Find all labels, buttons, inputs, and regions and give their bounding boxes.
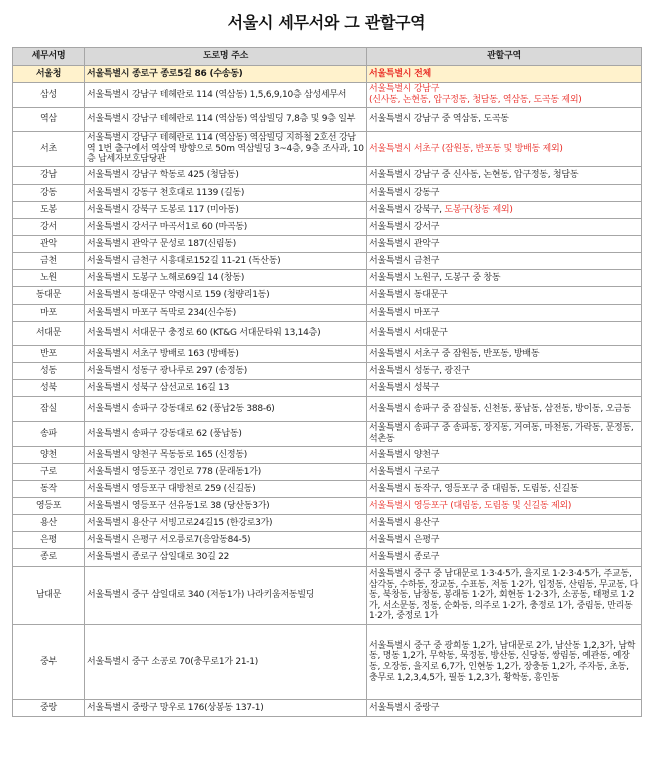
jurisdiction-text: 서울특별시 노원구, 도봉구 중 창동 [369, 272, 501, 283]
table-row [13, 380, 642, 397]
jurisdiction-text: 서울특별시 서초구 중 잠원동, 반포동, 방배동 [369, 348, 540, 359]
office-name-cell: 동작 [13, 481, 85, 498]
table-row [13, 346, 642, 363]
office-name-cell: 강동 [13, 185, 85, 202]
table-row [13, 83, 642, 108]
jurisdiction-text: 서울특별시 서초구 (잠원동, 반포동 및 방배동 제외) [369, 143, 563, 154]
table-row [13, 363, 642, 380]
jurisdiction-text: 서울특별시 서대문구 [369, 328, 448, 339]
jurisdiction-cell [367, 363, 642, 380]
address-cell: 서울특별시 서대문구 충정로 60 (KT&G 서대문타워 13,14층) [85, 322, 367, 346]
jurisdiction-cell [367, 532, 642, 549]
table-row [13, 498, 642, 515]
jurisdiction-cell [367, 236, 642, 253]
table-row [13, 464, 642, 481]
table-row [13, 447, 642, 464]
office-name-cell: 용산 [13, 515, 85, 532]
jurisdiction-text: 서울특별시 강동구 [369, 187, 440, 198]
table-row [13, 287, 642, 305]
address-cell: 서울특별시 서초구 방배로 163 (방배동) [85, 346, 367, 363]
address-cell: 서울특별시 송파구 강동대로 62 (풍납동) [85, 422, 367, 447]
office-name-cell: 서울청 [13, 66, 85, 83]
jurisdiction-cell [367, 700, 642, 717]
jurisdiction-text: 서울특별시 전체 [369, 68, 431, 79]
jurisdiction-text: 서울특별시 강서구 [369, 221, 440, 232]
jurisdiction-text: 서울특별시 중랑구 [369, 702, 440, 713]
jurisdiction-cell [367, 447, 642, 464]
table-row [13, 481, 642, 498]
jurisdiction-cell [367, 549, 642, 567]
jurisdiction-cell [367, 167, 642, 185]
header-jurisdiction: 관할구역 [367, 48, 642, 66]
office-name-cell: 성북 [13, 380, 85, 397]
address-cell: 서울특별시 용산구 서빙고로24길15 (한강로3가) [85, 515, 367, 532]
office-name-cell: 삼성 [13, 83, 85, 108]
jurisdiction-cell [367, 83, 642, 108]
jurisdiction-cell [367, 464, 642, 481]
jurisdiction-text: 서울특별시 송파구 중 잠실동, 신천동, 풍납동, 삼전동, 방이동, 오금동 [369, 403, 631, 414]
jurisdiction-text: 서울특별시 강남구 중 신사동, 논현동, 압구정동, 청담동 [369, 170, 579, 181]
address-cell: 서울특별시 강남구 테헤란로 114 (역삼동) 역삼빌딩 지하철 2호선 강남역 1번 출구에서 역삼역 방향으로 50m 역삼빌딩 3~4층, 9층 조사과, 10층 납세자보호담당관 [85, 132, 367, 167]
address-cell: 서울특별시 강북구 도봉로 117 (미아동) [85, 202, 367, 219]
jurisdiction-exclusion-text: 도봉구(창동 제외) [444, 204, 513, 215]
table-body [13, 66, 642, 717]
address-cell: 서울특별시 종로구 종로5길 86 (수송동) [85, 66, 367, 83]
jurisdiction-cell [367, 305, 642, 322]
address-cell: 서울특별시 강동구 천호대로 1139 (길동) [85, 185, 367, 202]
jurisdiction-text: 서울특별시 성북구 [369, 382, 440, 393]
jurisdiction-text: 서울특별시 동작구, 영등포구 중 대림동, 도림동, 신길동 [369, 483, 579, 494]
table-row [13, 625, 642, 700]
office-name-cell: 양천 [13, 447, 85, 464]
office-name-cell: 마포 [13, 305, 85, 322]
table-row [13, 132, 642, 167]
jurisdiction-exclusion-text: (신사동, 논현동, 압구정동, 청담동, 역삼동, 도곡동 제외) [369, 95, 582, 105]
jurisdiction-cell [367, 567, 642, 625]
jurisdiction-cell [367, 270, 642, 287]
office-name-cell: 도봉 [13, 202, 85, 219]
office-name-cell: 동대문 [13, 287, 85, 305]
jurisdiction-cell [367, 515, 642, 532]
jurisdiction-cell [367, 422, 642, 447]
jurisdiction-cell [367, 287, 642, 305]
address-cell: 서울특별시 성동구 광나루로 297 (송정동) [85, 363, 367, 380]
jurisdiction-text: 서울특별시 은평구 [369, 534, 440, 545]
office-name-cell: 역삼 [13, 108, 85, 132]
table-row [13, 253, 642, 270]
office-name-cell: 남대문 [13, 567, 85, 625]
jurisdiction-text: 서울특별시 구로구 [369, 466, 440, 477]
jurisdiction-cell [367, 498, 642, 515]
header-address: 도로명 주소 [85, 48, 367, 66]
address-cell: 서울특별시 중랑구 망우로 176(상봉동 137-1) [85, 700, 367, 717]
jurisdiction-cell [367, 202, 642, 219]
table-row [13, 549, 642, 567]
table-row [13, 700, 642, 717]
office-name-cell: 노원 [13, 270, 85, 287]
jurisdiction-text: 서울특별시 관악구 [369, 238, 440, 249]
office-name-cell: 은평 [13, 532, 85, 549]
address-cell: 서울특별시 영등포구 선유동1로 38 (당산동3가) [85, 498, 367, 515]
table-row [13, 167, 642, 185]
office-name-cell: 송파 [13, 422, 85, 447]
address-cell: 서울특별시 중구 삼일대로 340 (저동1가) 나라키움저동빌딩 [85, 567, 367, 625]
jurisdiction-text: 서울특별시 영등포구 (대림동, 도림동 및 신길동 제외) [369, 500, 572, 511]
table-row [13, 185, 642, 202]
office-name-cell: 잠실 [13, 397, 85, 422]
jurisdiction-text: 서울특별시 금천구 [369, 255, 440, 266]
jurisdiction-text: 서울특별시 강남구 [369, 84, 440, 95]
address-cell: 서울특별시 금천구 시흥대로152길 11-21 (독산동) [85, 253, 367, 270]
jurisdiction-text: 서울특별시 중구 중 광희동 1,2가, 남대문로 2가, 남산동 1,2,3가, 남학동, 명동 1,2가, 무학동, 묵정동, 방산동, 신당동, 쌍림동, 예관동, 예장동, 오장동, 을지로 6,7가, 인현동 1,2가, 장충동 1,2가, 주자동, 초동, 충무로 1,2,3,4,5가, 필동 1,2,3가, 황학동, 흥인동 [369, 640, 636, 683]
office-name-cell: 구로 [13, 464, 85, 481]
address-cell: 서울특별시 강남구 테헤란로 114 (역삼동) 1,5,6,9,10층 삼성세무서 [85, 83, 367, 108]
address-cell: 서울특별시 중구 소공로 70(충무로1가 21-1) [85, 625, 367, 700]
jurisdiction-text: 서울특별시 송파구 중 송파동, 장지동, 거여동, 마천동, 가락동, 문정동, 석촌동 [369, 423, 634, 444]
table-row [13, 532, 642, 549]
table-row [13, 236, 642, 253]
jurisdiction-cell [367, 625, 642, 700]
table-row [13, 66, 642, 83]
header-office-name: 세무서명 [13, 48, 85, 66]
jurisdiction-text: 서울특별시 종로구 [369, 552, 440, 563]
office-name-cell: 관악 [13, 236, 85, 253]
address-cell: 서울특별시 종로구 삼일대로 30길 22 [85, 549, 367, 567]
table-row [13, 422, 642, 447]
table-row [13, 515, 642, 532]
jurisdiction-text: 서울특별시 강북구, [369, 204, 445, 215]
address-cell: 서울특별시 영등포구 대방천로 259 (신길동) [85, 481, 367, 498]
office-name-cell: 금천 [13, 253, 85, 270]
jurisdiction-cell [367, 481, 642, 498]
address-cell: 서울특별시 은평구 서오릉로7(응암동84-5) [85, 532, 367, 549]
table-row [13, 322, 642, 346]
address-cell: 서울특별시 관악구 문성로 187(신림동) [85, 236, 367, 253]
table-row [13, 108, 642, 132]
jurisdiction-text: 서울특별시 동대문구 [369, 290, 448, 301]
table-header-row [13, 48, 642, 66]
office-name-cell: 서초 [13, 132, 85, 167]
tax-office-table [12, 47, 642, 717]
office-name-cell: 반포 [13, 346, 85, 363]
address-cell: 서울특별시 강남구 학동로 425 (청담동) [85, 167, 367, 185]
jurisdiction-text: 서울특별시 양천구 [369, 449, 440, 460]
address-cell: 서울특별시 동대문구 약령시로 159 (청량리1동) [85, 287, 367, 305]
table-row [13, 397, 642, 422]
jurisdiction-text: 서울특별시 중구 중 남대문로 1·3·4·5가, 을지로 1·2·3·4·5가, 주교동, 삼각동, 수하동, 장교동, 수표동, 저동 1·2가, 입정동, 산림동, 무교동, 다동, 북창동, 남창동, 봉래동 1·2가, 회현동 1·2·3가, 소공동, 태평로 1·2가, 서소문동, 정동, 순화동, 의주로 1·2가, 충정로 1가, 중림동, 만리동 1·2가, 중정로 1가 [369, 569, 639, 622]
address-cell: 서울특별시 송파구 강동대로 62 (풍납2동 388-6) [85, 397, 367, 422]
office-name-cell: 서대문 [13, 322, 85, 346]
address-cell: 서울특별시 도봉구 노해로69길 14 (창동) [85, 270, 367, 287]
jurisdiction-cell [367, 380, 642, 397]
address-cell: 서울특별시 강서구 마곡서1로 60 (마곡동) [85, 219, 367, 236]
office-name-cell: 성동 [13, 363, 85, 380]
table-row [13, 219, 642, 236]
jurisdiction-cell [367, 219, 642, 236]
page-title: 서울시 세무서와 그 관할구역 [227, 13, 426, 32]
address-cell: 서울특별시 마포구 독막로 234(신수동) [85, 305, 367, 322]
address-cell: 서울특별시 성북구 삼선교로 16길 13 [85, 380, 367, 397]
address-cell: 서울특별시 영등포구 경인로 778 (문래동1가) [85, 464, 367, 481]
jurisdiction-text: 서울특별시 용산구 [369, 517, 440, 528]
office-name-cell: 중랑 [13, 700, 85, 717]
jurisdiction-cell [367, 185, 642, 202]
jurisdiction-text: 서울특별시 강남구 중 역삼동, 도곡동 [369, 114, 509, 125]
office-name-cell: 종로 [13, 549, 85, 567]
jurisdiction-text: 서울특별시 마포구 [369, 307, 440, 318]
table-row [13, 305, 642, 322]
office-name-cell: 강서 [13, 219, 85, 236]
jurisdiction-cell [367, 108, 642, 132]
office-name-cell: 중부 [13, 625, 85, 700]
address-cell: 서울특별시 양천구 목동동로 165 (신정동) [85, 447, 367, 464]
office-name-cell: 영등포 [13, 498, 85, 515]
jurisdiction-cell [367, 253, 642, 270]
jurisdiction-cell [367, 132, 642, 167]
jurisdiction-text: 서울특별시 성동구, 광진구 [369, 365, 470, 376]
office-name-cell: 강남 [13, 167, 85, 185]
table-row [13, 270, 642, 287]
jurisdiction-cell [367, 397, 642, 422]
table-row [13, 567, 642, 625]
table-row [13, 202, 642, 219]
jurisdiction-cell [367, 322, 642, 346]
address-cell: 서울특별시 강남구 테헤란로 114 (역삼동) 역삼빌딩 7,8층 및 9층 일부 [85, 108, 367, 132]
jurisdiction-cell [367, 346, 642, 363]
jurisdiction-cell [367, 66, 642, 83]
